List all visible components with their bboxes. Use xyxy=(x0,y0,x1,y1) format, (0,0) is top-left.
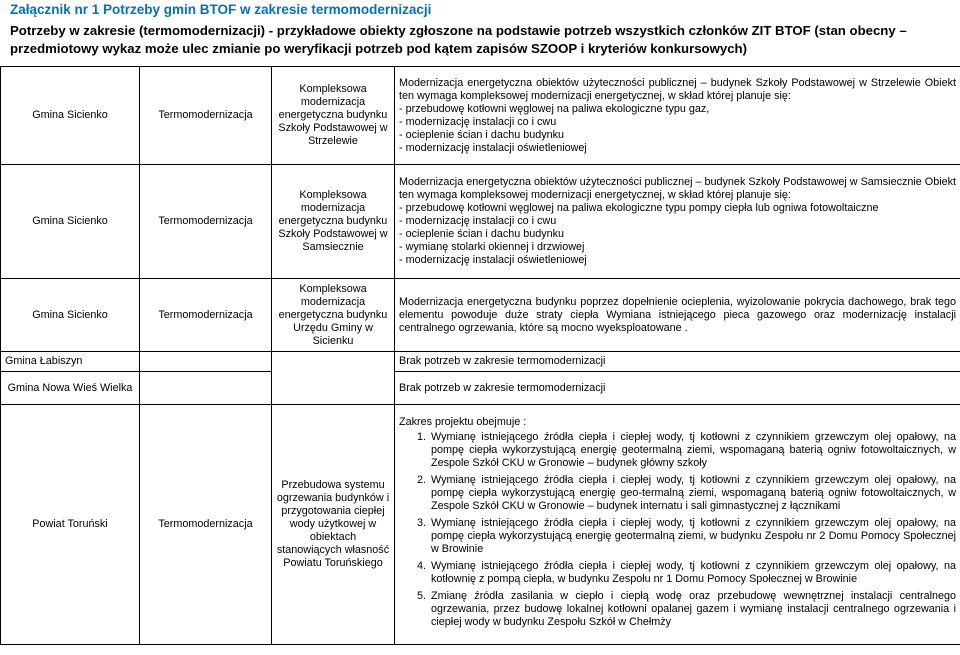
project-name-cell: Kompleksowa modernizacja energetyczna budynku Szkoły Podstawowej w Strzelewie xyxy=(272,67,395,165)
description-item: - ocieplenie ścian i dachu budynku xyxy=(399,228,565,240)
description-cell xyxy=(395,67,960,165)
gmina-cell: Gmina Łabiszyn xyxy=(1,352,140,372)
description-cell xyxy=(395,405,960,645)
description-item: - przebudowę kotłowni węglowej na paliwa ekologiczne typu gaz, xyxy=(399,102,710,115)
description-text: Modernizacja energetyczna obiektów użyteczności publicznej – budynek Szkoły Podstawowej w Strzelewie Obiekt ten wymaga kompleksowej modernizacji energetycznej, w skład której planuje się: xyxy=(399,76,956,102)
description-item: - wymianę stolarki okiennej i drzwiowej xyxy=(399,241,585,253)
description-cell: Brak potrzeb w zakresie termomodernizacji xyxy=(395,372,960,405)
type-cell: Termomodernizacja xyxy=(140,279,272,352)
list-item: 1. Wymianę istniejącego źródła ciepła i ciepłej wody, tj kotłowni z czynnikiem grzewczym olej opałowy, na pompę ciepła wykorzystującą energię geotermalną ziemi, wspomaganą baterią ogniw fotowoltaicznych, w Zespole Szkół CKU w Gronowie – budynek główny szkoły xyxy=(429,431,956,470)
description-cell xyxy=(395,165,960,279)
scope-list xyxy=(399,431,956,629)
project-name-cell: Kompleksowa modernizacja energetyczna budynku Urzędu Gminy w Sicienku xyxy=(272,279,395,352)
type-cell xyxy=(140,372,272,405)
table-row xyxy=(1,352,960,372)
type-cell: Termomodernizacja xyxy=(140,67,272,165)
gmina-cell: Gmina Nowa Wieś Wielka xyxy=(1,372,140,405)
description-item: - przebudowę kotłowni węglowej na paliwa ekologiczne typu pompy ciepła lub ogniwa fotowoltaiczne xyxy=(399,202,879,214)
description-item: - modernizację instalacji oświetleniowej xyxy=(399,254,587,266)
intro-paragraph: Potrzeby w zakresie (termomodernizacji) - przykładowe obiekty zgłoszone na podstawie potrzeb wszystkich członków ZIT BTOF (stan obecny – przedmiotowy wykaz może ulec zmianie po weryfikacji potrzeb pod kątem zapisów SZOOP i kryteriów konkursowych) xyxy=(10,23,907,56)
annex-title: Załącznik nr 1 Potrzeby gmin BTOF w zakresie termomodernizacji xyxy=(10,2,432,17)
type-cell xyxy=(140,352,272,372)
list-item: 2. Wymianę istniejącego źródła ciepła i ciepłej wody, tj kotłowni z czynnikiem grzewczym olej opałowy, na pompę ciepła wykorzystującą energię geo-termalną ziemi, wspomaganą baterią ogniw fotowoltaicznych, w Zespole Szkół CKU w Gronowie – budynek internatu i sali gimnastycznej z łącznikami xyxy=(429,474,956,513)
description-text: Modernizacja energetyczna budynku poprzez dopełnienie ocieplenia, wyizolowanie pokrycia dachowego, brak tego elementu powoduje duże straty ciepła Wymiana istniejącego pieca gazowego oraz modernizację instalacji centralnego ogrzewania, które są mocno wyeksploatowane . xyxy=(399,295,956,334)
project-name-cell: Kompleksowa modernizacja energetyczna budynku Szkoły Podstawowej w Samsiecznie xyxy=(272,165,395,279)
list-item: 3. Wymianę istniejącego źródła ciepła i ciepłej wody, tj kotłowni z czynnikiem grzewczym olej opałowy, na pompę ciepła wykorzystującą energię geotermalną ziemi, w budynku Zespołu nr 2 Domu Pomocy Społecznej w Browinie xyxy=(429,517,956,556)
description-item: - ocieplenie ścian i dachu budynku xyxy=(399,128,565,141)
table-row xyxy=(1,67,960,165)
project-name-cell: Przebudowa systemu ogrzewania budynków i przygotowania ciepłej wody użytkowej w obiektach stanowiących własność Powiatu Toruńskiego xyxy=(272,405,395,645)
scope-heading: Zakres projektu obejmuje : xyxy=(399,416,527,428)
list-item: 4. Wymianę istniejącego źródła ciepła i ciepłej wody, tj kotłowni z czynnikiem grzewczym olej opałowy, na kotłownię z pompą ciepła, w budynku Zespołu nr 1 Domu Pomocy Społecznej w Browinie xyxy=(429,560,956,586)
description-item: - modernizację instalacji oświetleniowej xyxy=(399,141,587,154)
description-text: Modernizacja energetyczna obiektów użyteczności publicznej – budynek Szkoły Podstawowej w Samsiecznie Obiekt ten wymaga kompleksowej modernizacji energetycznej, w skład której planuje się: xyxy=(399,176,956,201)
project-name-cell xyxy=(272,352,395,372)
needs-table xyxy=(0,66,960,645)
table-row xyxy=(1,279,960,352)
project-name-cell xyxy=(272,372,395,405)
description-cell xyxy=(395,279,960,352)
description-cell: Brak potrzeb w zakresie termomodernizacji xyxy=(395,352,960,372)
gmina-cell: Powiat Toruński xyxy=(1,405,140,645)
table-row xyxy=(1,405,960,645)
gmina-cell: Gmina Sicienko xyxy=(1,279,140,352)
description-item: - modernizację instalacji co i cwu xyxy=(399,215,557,227)
table-row xyxy=(1,372,960,405)
type-cell: Termomodernizacja xyxy=(140,165,272,279)
description-item: - modernizację instalacji co i cwu xyxy=(399,115,557,128)
gmina-cell: Gmina Sicienko xyxy=(1,165,140,279)
table-row xyxy=(1,165,960,279)
type-cell: Termomodernizacja xyxy=(140,405,272,645)
list-item: 5. Zmianę źródła zasilania w ciepło i ciepłą wodę oraz przebudowę wewnętrznej instalacji centralnego ogrzewania, przez budowę lokalnej kotłowni opalanej gazem i wymianę instalacji centralnego ogrzewania i ciepłej wody w budynku Zespołu Szkół w Chełmży xyxy=(429,590,956,629)
gmina-cell: Gmina Sicienko xyxy=(1,67,140,165)
